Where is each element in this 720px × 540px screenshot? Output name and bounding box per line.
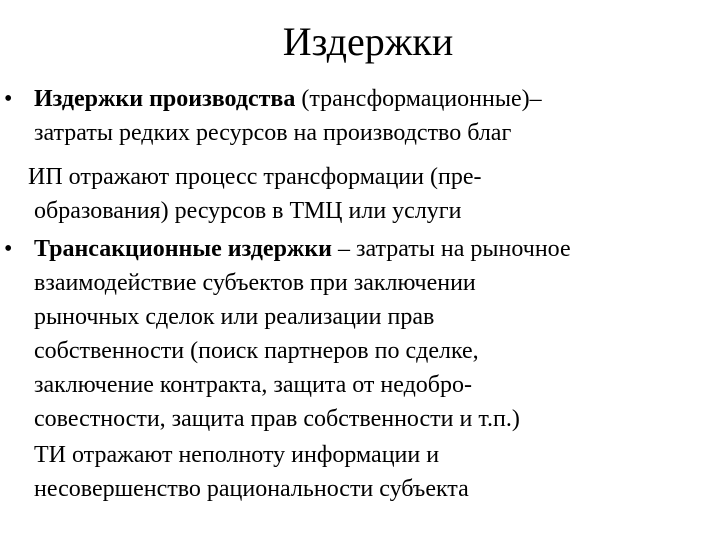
paragraph-4-line-2-text: несовершенство рациональности субъекта xyxy=(34,476,469,502)
paragraph-3-line-5-text: заключение контракта, защита от недобро- xyxy=(34,372,472,398)
paragraph-3-line-1 xyxy=(0,232,720,266)
term-production-costs: Издержки производства xyxy=(34,86,296,112)
paragraph-3-line-5 xyxy=(0,368,720,402)
paragraph-1-line-1-rest: (трансформационные)– xyxy=(295,86,542,112)
bullet-1: • xyxy=(4,86,13,112)
paragraph-3-line-4-text: собственности (поиск партнеров по сделке, xyxy=(34,338,479,364)
paragraph-2-line-1-text: ИП отражают процесс трансформации (пре- xyxy=(28,164,482,190)
paragraph-2-line-2-text: образования) ресурсов в ТМЦ или услуги xyxy=(34,198,462,224)
paragraph-3-line-3 xyxy=(0,300,720,334)
paragraph-2-line-2 xyxy=(0,194,720,228)
paragraph-1-line-2-text: затраты редких ресурсов на производство благ xyxy=(34,120,512,146)
paragraph-3-line-6 xyxy=(0,402,720,436)
slide-title: Издержки xyxy=(282,19,454,64)
paragraph-3-line-1-text xyxy=(34,232,571,266)
paragraph-1-line-2 xyxy=(0,116,720,150)
paragraph-4-line-1-text: ТИ отражают неполноту информации и xyxy=(34,442,440,468)
paragraph-1-line-1-text xyxy=(34,82,542,116)
paragraph-3-line-2 xyxy=(0,266,720,300)
paragraph-2-line-1 xyxy=(0,160,720,194)
paragraph-4-line-2 xyxy=(0,472,720,506)
paragraph-3-line-6-text: совестности, защита прав собственности и т.п.) xyxy=(34,406,520,432)
paragraph-1-line-1 xyxy=(0,82,720,116)
term-transaction-costs: Трансакционные издержки xyxy=(34,236,332,262)
paragraph-3-line-3-text: рыночных сделок или реализации прав xyxy=(34,304,435,330)
paragraph-3-line-2-text: взаимодействие субъектов при заключении xyxy=(34,270,476,296)
paragraph-4-line-1 xyxy=(0,438,720,472)
paragraph-3-line-4 xyxy=(0,334,720,368)
bullet-2: • xyxy=(4,236,13,262)
paragraph-3-line-1-rest: – затраты на рыночное xyxy=(331,236,571,262)
